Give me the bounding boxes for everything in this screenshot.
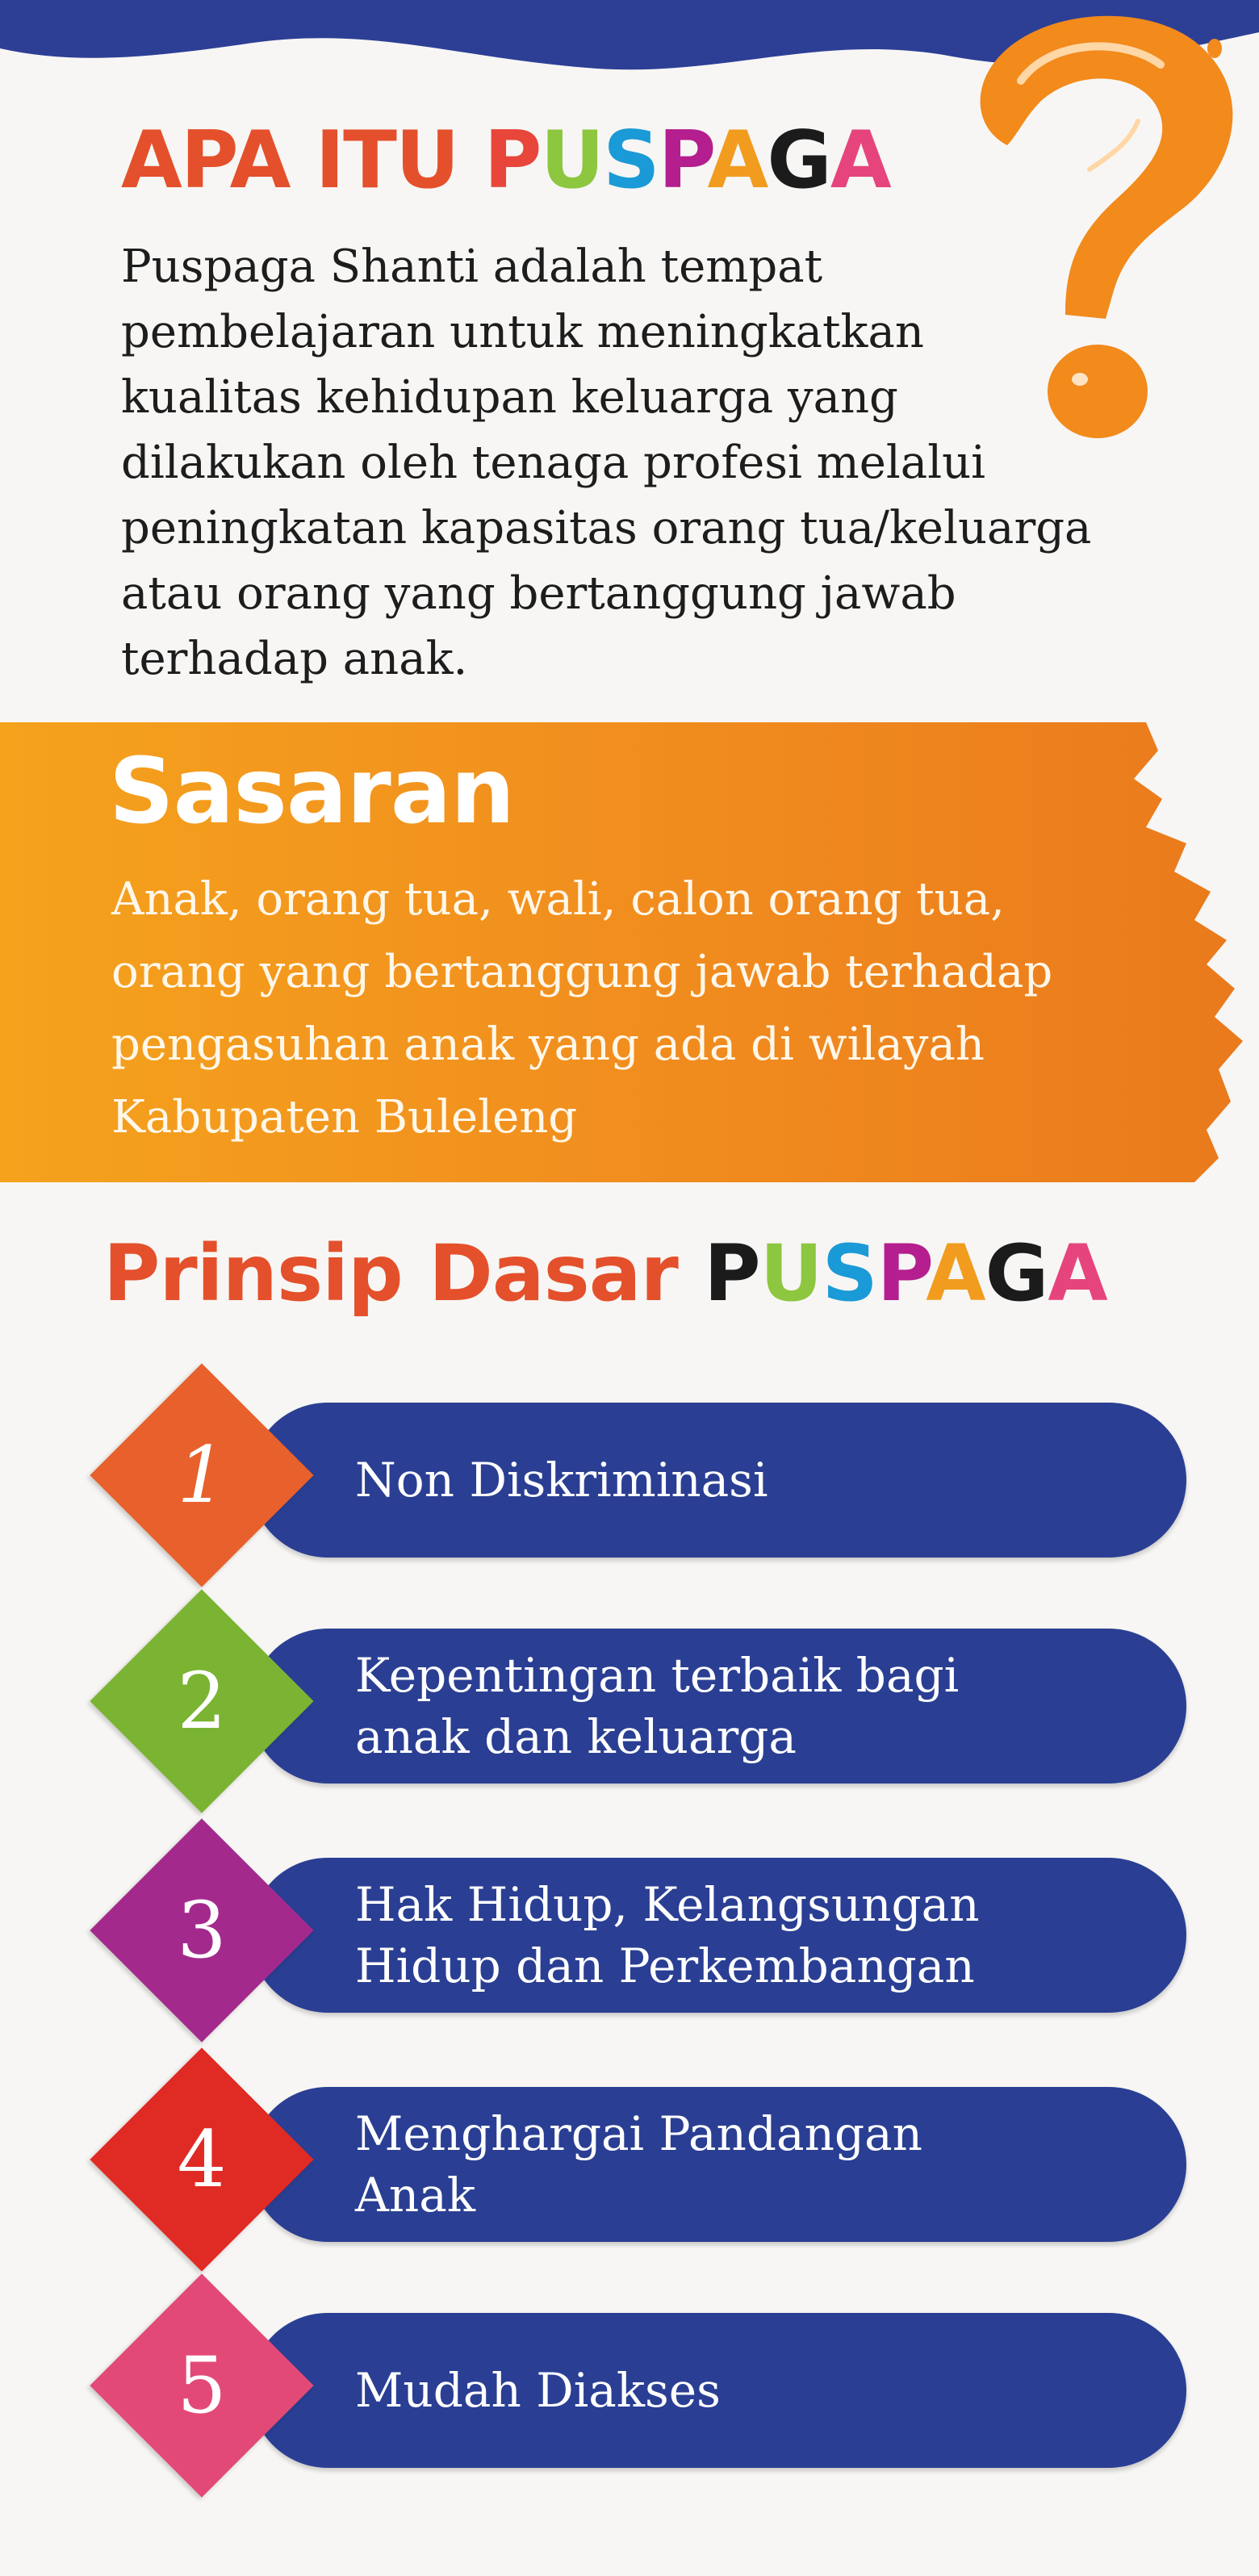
principle-item <box>250 1403 1186 1558</box>
intro-paragraph <box>121 234 1219 692</box>
intro-line: terhadap anak. <box>121 633 468 685</box>
brand-letter: P <box>876 1228 926 1319</box>
sasaran-line: Kabupaten Buleleng <box>111 1091 578 1144</box>
brand-letter: P <box>658 115 708 207</box>
brand-letter: A <box>926 1228 985 1319</box>
principle-line: Menghargai Pandangan <box>355 2106 923 2161</box>
principle-item <box>250 2313 1186 2468</box>
principle-text <box>355 2313 1138 2468</box>
principle-line: Mudah Diakses <box>355 2363 721 2418</box>
prinsip-heading <box>103 1228 1107 1319</box>
principle-line: Non Diskriminasi <box>355 1453 768 1508</box>
principle-number: 3 <box>177 1885 227 1976</box>
brand-name <box>704 1228 1106 1319</box>
brand-letter: A <box>1048 1228 1107 1319</box>
principle-line: Hak Hidup, Kelangsungan <box>355 1877 980 1932</box>
brand-letter: S <box>603 115 659 207</box>
brand-letter: A <box>707 115 768 207</box>
principle-number: 5 <box>177 2340 227 2431</box>
principle-line: Anak <box>355 2168 475 2223</box>
principle-item <box>250 1858 1186 2013</box>
principle-number: 2 <box>177 1656 227 1746</box>
principle-item <box>250 2087 1186 2242</box>
brand-letter: U <box>759 1228 822 1319</box>
intro-line: kualitas kehidupan keluarga yang <box>121 371 898 424</box>
principle-line: anak dan keluarga <box>355 1709 797 1764</box>
brand-letter: P <box>483 115 541 207</box>
intro-line: Puspaga Shanti adalah tempat <box>121 240 823 293</box>
intro-line: peningkatan kapasitas orang tua/keluarga <box>121 502 1092 554</box>
title-prefix: APA ITU <box>121 115 458 207</box>
principle-line: Hidup dan Perkembangan <box>355 1938 975 1993</box>
brand-letter: A <box>830 115 890 207</box>
brand-letter: U <box>540 115 604 207</box>
brand-letter: S <box>822 1228 877 1319</box>
brand-letter: G <box>985 1228 1048 1319</box>
sasaran-line: pengasuhan anak yang ada di wilayah <box>111 1018 985 1071</box>
principle-text <box>355 1858 1138 2013</box>
principle-number: 4 <box>177 2114 227 2205</box>
brand-name <box>484 115 890 207</box>
sasaran-line: Anak, orang tua, wali, calon orang tua, <box>111 873 1005 926</box>
brand-letter: G <box>767 115 830 207</box>
page-title <box>121 115 890 207</box>
principle-text <box>355 1629 1138 1784</box>
principle-text <box>355 2087 1138 2242</box>
sasaran-heading: Sasaran <box>109 739 515 844</box>
prinsip-heading-prefix: Prinsip Dasar <box>103 1228 678 1319</box>
principle-item <box>250 1629 1186 1784</box>
intro-line: atau orang yang bertanggung jawab <box>121 567 956 620</box>
sasaran-paragraph <box>111 864 1185 1154</box>
brand-letter: P <box>704 1228 760 1319</box>
sasaran-line: orang yang bertanggung jawab terhadap <box>111 946 1053 998</box>
principle-text <box>355 1403 1138 1558</box>
principle-number: 1 <box>177 1430 227 1520</box>
intro-line: dilakukan oleh tenaga profesi melalui <box>121 437 986 489</box>
principle-line: Kepentingan terbaik bagi <box>355 1648 960 1703</box>
intro-line: pembelajaran untuk meningkatkan <box>121 306 924 358</box>
